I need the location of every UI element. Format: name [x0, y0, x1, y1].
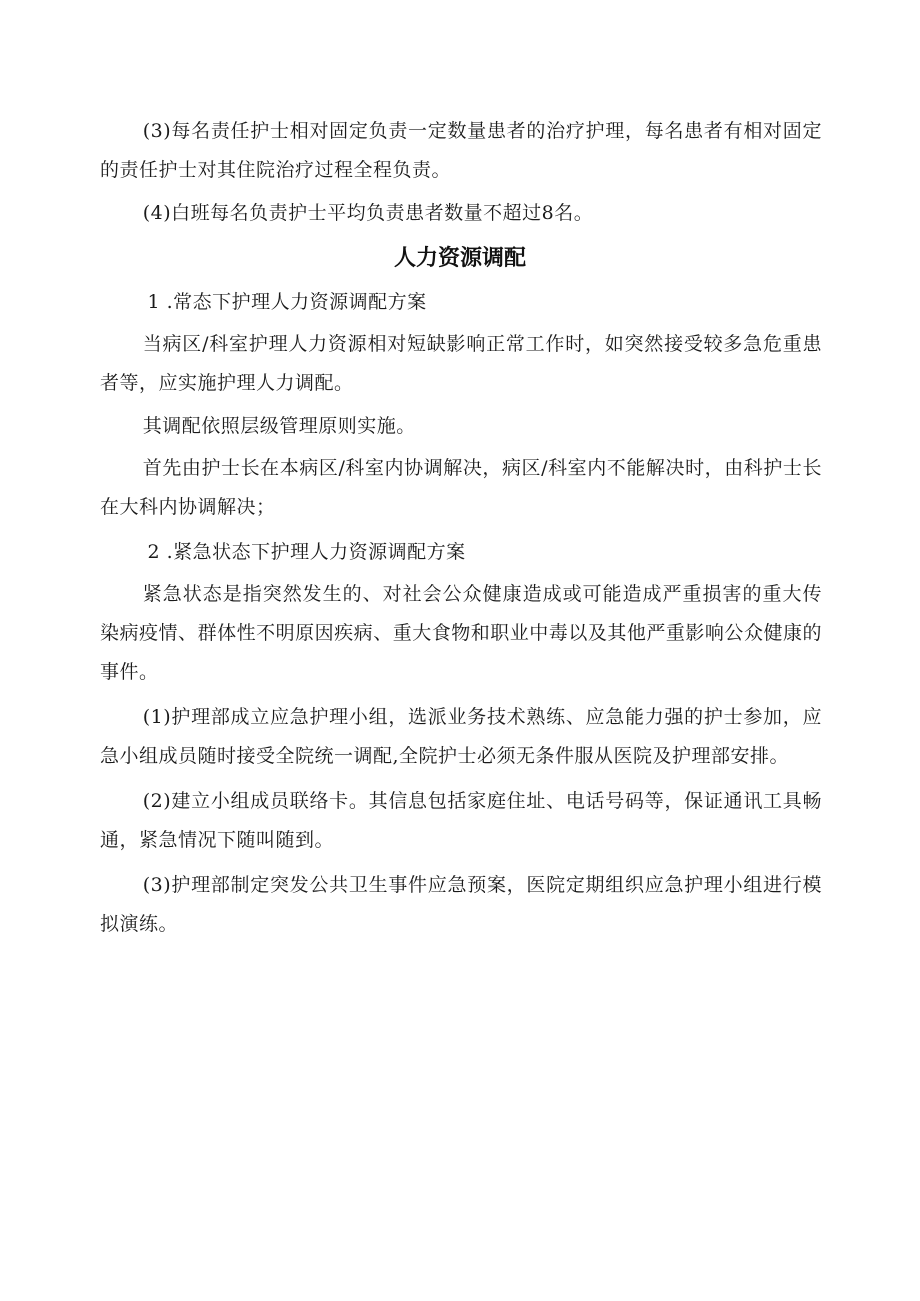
- subsection-heading-emergency: 2 .紧急状态下护理人力资源调配方案: [147, 541, 466, 563]
- subsection-heading-normal: 1 .常态下护理人力资源调配方案: [147, 291, 427, 313]
- paragraph-emergency-team: (1)护理部成立应急护理小组，选派业务技术熟练、应急能力强的护士参加，应急小组成员随时接受全院统一调配,全院护士必须无条件服从医院及护理部安排。: [100, 706, 822, 767]
- paragraph-day-shift-ratio: (4)白班每名负责护士平均负责患者数量不超过8名。: [142, 202, 594, 224]
- paragraph-responsibility-nurse: (3)每名责任护士相对固定负责一定数量患者的治疗护理，每名患者有相对固定的责任护士对其住院治疗过程全程负责。: [100, 120, 822, 181]
- paragraph-head-nurse-coordination: 首先由护士长在本病区/科室内协调解决，病区/科室内不能解决时，由科护士长在大科内协调解决；: [100, 457, 822, 518]
- paragraph-emergency-plan: (3)护理部制定突发公共卫生事件应急预案，医院定期组织应急护理小组进行模拟演练。: [100, 874, 822, 935]
- section-title: 人力资源调配: [393, 246, 526, 271]
- paragraph-normal-shortage: 当病区/科室护理人力资源相对短缺影响正常工作时，如突然接受较多急危重患者等，应实施护理人力调配。: [100, 333, 822, 394]
- paragraph-emergency-definition: 紧急状态是指突然发生的、对社会公众健康造成或可能造成严重损害的重大传染病疫情、群体性不明原因疾病、重大食物和职业中毒以及其他严重影响公众健康的事件。: [100, 583, 822, 683]
- paragraph-contact-card: (2)建立小组成员联络卡。其信息包括家庭住址、电话号码等，保证通讯工具畅通，紧急情况下随叫随到。: [100, 790, 822, 851]
- paragraph-hierarchy-principle: 其调配依照层级管理原则实施。: [142, 415, 416, 437]
